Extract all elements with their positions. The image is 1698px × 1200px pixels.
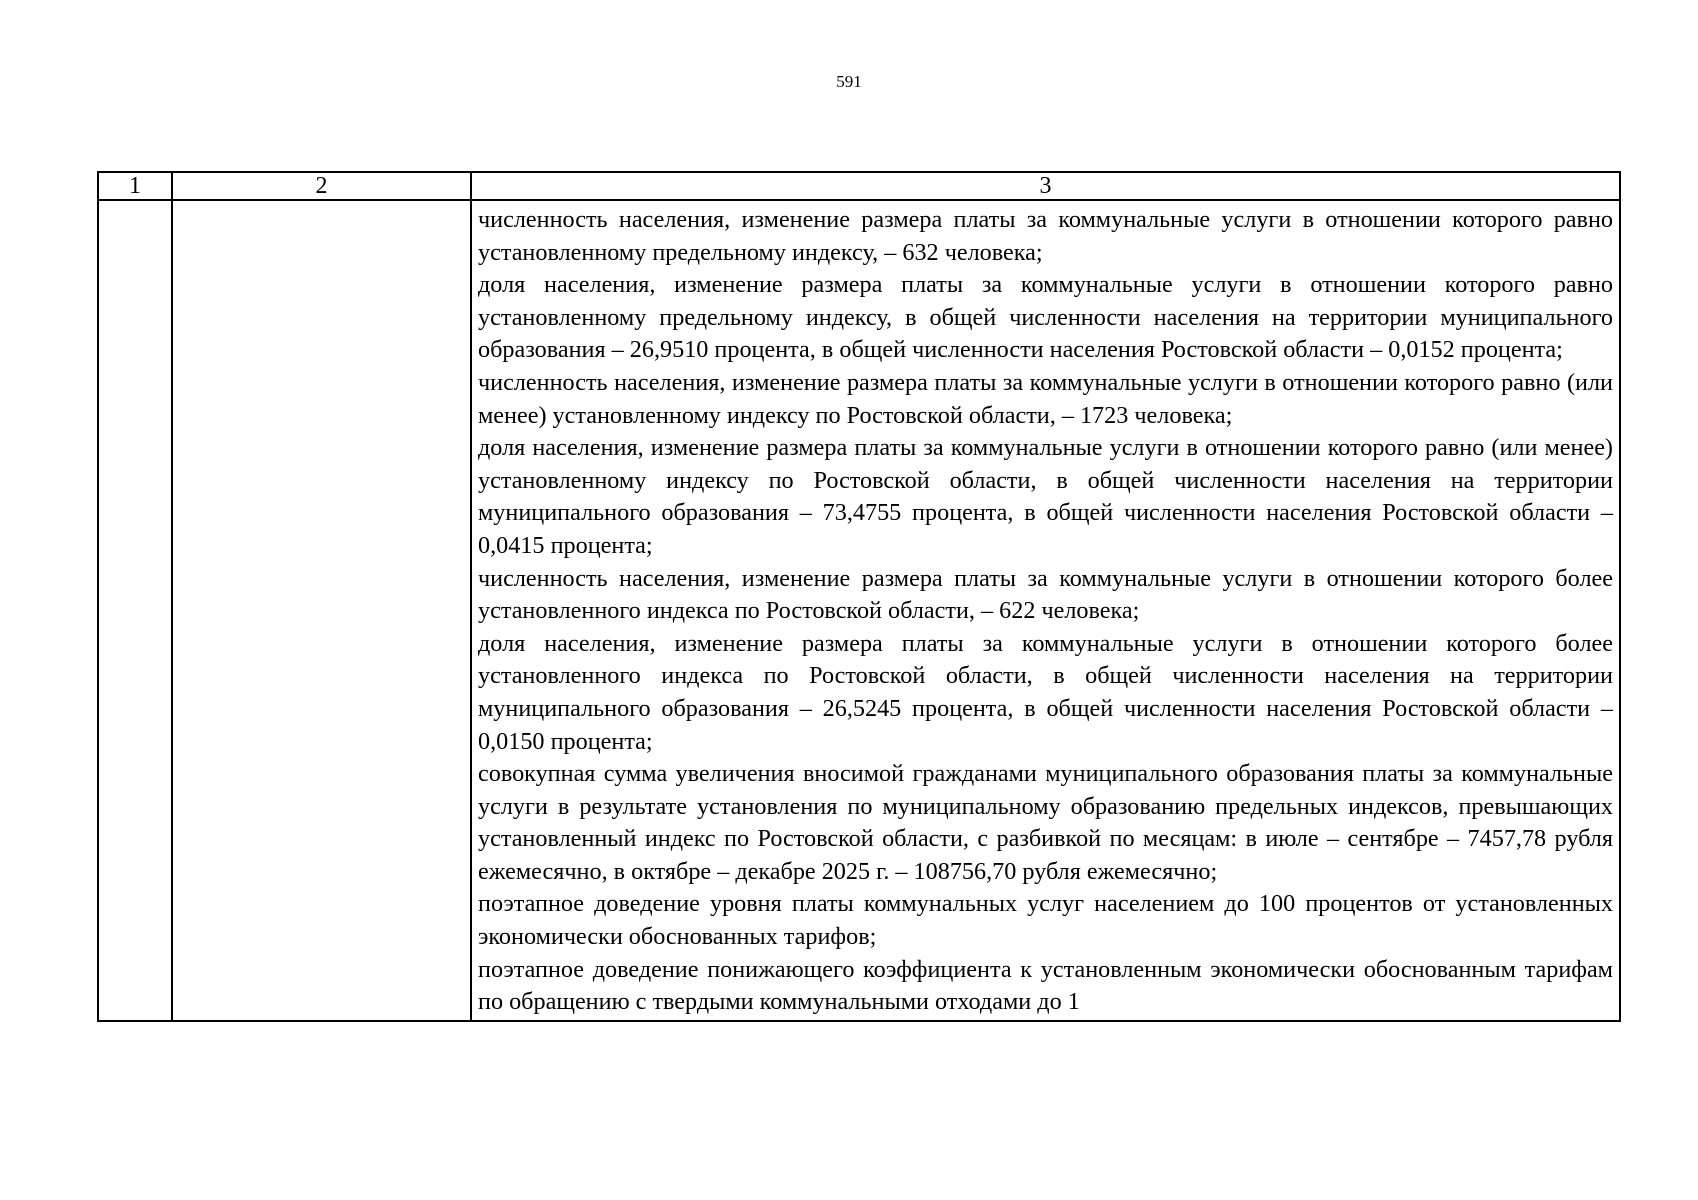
paragraph: совокупная сумма увеличения вносимой гражданами муниципального образования платы за коммунальные услуги в результате установления по муниципальному образованию предельных индексов, превышающих установленный индекс по Ростовской области, с разбивкой по месяцам: в июле – сентябре – 7457,78 рубля ежемесячно, в октябре – декабре 2025 г. – 108756,70 рубля ежемесячно; xyxy=(478,760,1613,885)
column-header-3: 3 xyxy=(471,172,1620,200)
column-header-2: 2 xyxy=(172,172,471,200)
paragraph: поэтапное доведение уровня платы коммунальных услуг населением до 100 процентов от установленных экономически обоснованных тарифов; xyxy=(478,890,1613,951)
paragraph: доля населения, изменение размера платы за коммунальные услуги в отношении которого равно установленному предельному индексу, в общей численности населения на территории муниципального образования – 26,9510 процента, в общей численности населения Ростовской области – 0,0152 процента; xyxy=(478,271,1613,364)
paragraph: численность населения, изменение размера платы за коммунальные услуги в отношении которого равно установленному предельному индексу, – 632 человека; xyxy=(478,206,1613,266)
table-header-row xyxy=(98,172,1620,200)
cell-col2 xyxy=(172,200,471,1021)
paragraph: доля населения, изменение размера платы за коммунальные услуги в отношении которого более установленного индекса по Ростовской области, в общей численности населения на территории муниципального образования – 26,5245 процента, в общей численности населения Ростовской области – 0,0150 процента; xyxy=(478,629,1613,755)
column-header-1: 1 xyxy=(98,172,172,200)
document-table xyxy=(97,171,1621,1022)
table-row xyxy=(98,200,1620,1021)
paragraph: численность населения, изменение размера платы за коммунальные услуги в отношении которого равно (или менее) установленному индексу по Ростовской области, – 1723 человека; xyxy=(478,368,1613,429)
cell-col1 xyxy=(98,200,172,1021)
page-number: 591 xyxy=(836,72,862,91)
paragraph: доля населения, изменение размера платы за коммунальные услуги в отношении которого равно (или менее) установленному индексу по Ростовской области, в общей численности населения на территории муниципального образования – 73,4755 процента, в общей численности населения Ростовской области – 0,0415 процента; xyxy=(478,434,1613,559)
paragraph: численность населения, изменение размера платы за коммунальные услуги в отношении которого более установленного индекса по Ростовской области, – 622 человека; xyxy=(478,564,1613,625)
paragraph: поэтапное доведение понижающего коэффициента к установленным экономически обоснованным тарифам по обращению с твердыми коммунальными отходами до 1 xyxy=(478,955,1613,1016)
cell-col3 xyxy=(471,200,1620,1021)
